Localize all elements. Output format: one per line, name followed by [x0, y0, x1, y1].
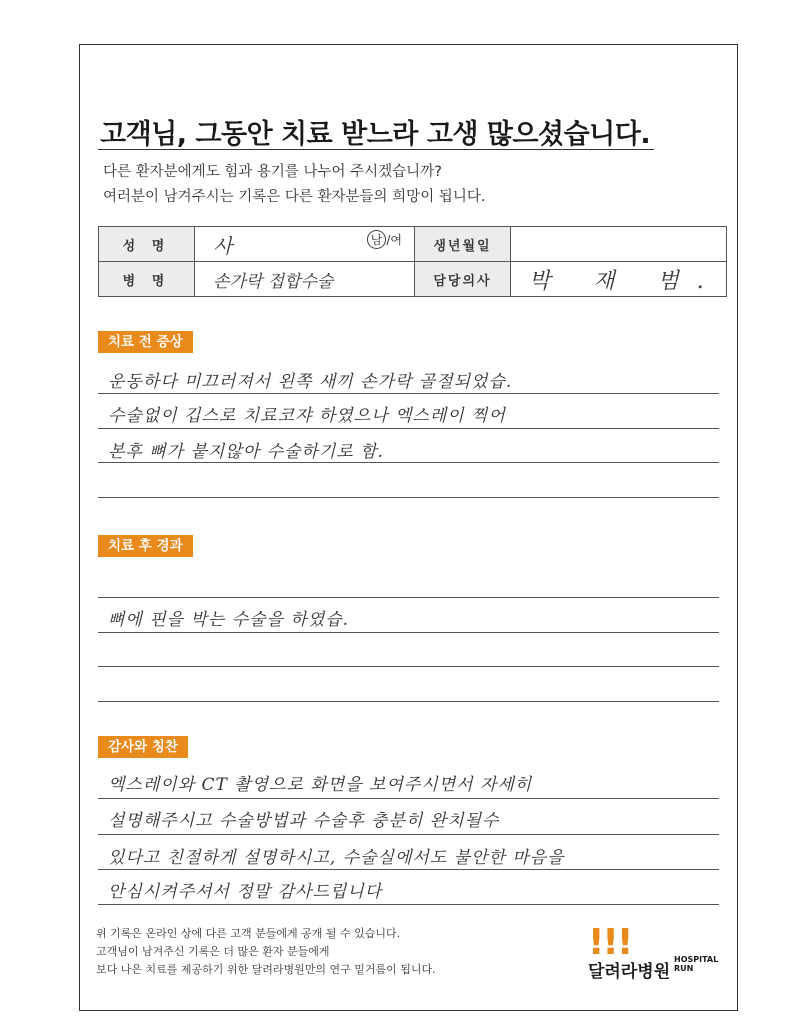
after-line-2: 뼈에 핀을 박는 수술을 하였습.: [108, 610, 350, 630]
thanks-rule-1: [98, 798, 719, 799]
thanks-line-1: 엑스레이와 CT 촬영으로 화면을 보여주시면서 자세히: [108, 775, 533, 795]
name-label: 성 명: [99, 227, 195, 262]
logo-exclamation-marks: !!!: [588, 922, 632, 963]
logo-hospital-name: 달려라병원: [588, 962, 671, 982]
after-rule-4: [98, 701, 719, 702]
thanks-rule-3: [98, 869, 719, 870]
thanks-rule-2: [98, 834, 719, 835]
birth-label: 생년월일: [415, 227, 511, 262]
logo-en-line-2: RUN: [674, 964, 694, 973]
hospital-logo: [588, 922, 728, 985]
footer-line-2: 고객님이 남겨주신 기록은 더 많은 환자 분들에게: [96, 945, 330, 958]
info-row-disease: [99, 262, 727, 297]
doctor-value: 박 재 범.: [529, 268, 722, 294]
after-rule-2: [98, 632, 719, 633]
before-rule-3: [98, 462, 719, 463]
disease-value: 손가락 접합수술: [213, 271, 334, 292]
after-rule-3: [98, 666, 719, 667]
form-title: 고객님, 그동안 치료 받느라 고생 많으셨습니다.: [100, 119, 651, 150]
thanks-line-2: 설명해주시고 수술방법과 수술후 충분히 완치될수: [108, 811, 500, 831]
thanks-rule-4: [98, 904, 719, 905]
doctor-label: 담당의사: [415, 262, 511, 297]
thanks-line-3: 있다고 친절하게 설명하시고, 수술실에서도 불안한 마음을: [108, 848, 565, 868]
footer-line-3: 보다 나은 치료를 제공하기 위한 달려라병원만의 연구 밑거름이 됩니다.: [96, 963, 436, 976]
doctor-field[interactable]: [511, 262, 727, 297]
info-row-name: [99, 227, 727, 262]
logo-en-line-1: HOSPITAL: [674, 955, 719, 964]
gender-female: 여: [390, 232, 402, 247]
intro-line-2: 여러분이 남겨주시는 기록은 다른 환자분들의 희망이 됩니다.: [103, 189, 486, 205]
gender-separator: /: [386, 232, 391, 247]
before-rule-2: [98, 428, 719, 429]
section-badge-after: 치료 후 경과: [98, 535, 193, 557]
before-rule-1: [98, 393, 719, 394]
before-line-3: 본후 뼈가 붙지않아 수술하기로 함.: [108, 442, 384, 462]
disease-label: 병 명: [99, 262, 195, 297]
gender-selector[interactable]: [367, 230, 402, 249]
patient-info-table: [98, 226, 727, 297]
title-underline: [98, 149, 654, 150]
footer-line-1: 위 기록은 온라인 상에 다른 고객 분들에게 공개 될 수 있습니다.: [96, 927, 401, 940]
before-line-2: 수술없이 깁스로 치료코쟈 하였으나 엑스레이 찍어: [108, 406, 506, 426]
section-badge-thanks: 감사와 칭찬: [98, 736, 188, 758]
section-badge-before: 치료 전 증상: [98, 331, 193, 353]
intro-line-1: 다른 환자분에게도 힘과 용기를 나누어 주시겠습니까?: [103, 164, 442, 180]
thanks-line-4: 안심시켜주셔서 정말 감사드립니다: [108, 882, 383, 902]
name-field[interactable]: [195, 227, 415, 262]
before-line-1: 운동하다 미끄러져서 왼쪽 새끼 손가락 골절되었습.: [108, 372, 513, 392]
name-value: 사: [213, 233, 233, 258]
gender-male-circled: 남: [367, 230, 387, 249]
disease-field[interactable]: [195, 262, 415, 297]
birth-field[interactable]: [511, 227, 727, 262]
after-rule-1: [98, 597, 719, 598]
before-rule-4: [98, 497, 719, 498]
logo-english-name: [674, 955, 718, 973]
